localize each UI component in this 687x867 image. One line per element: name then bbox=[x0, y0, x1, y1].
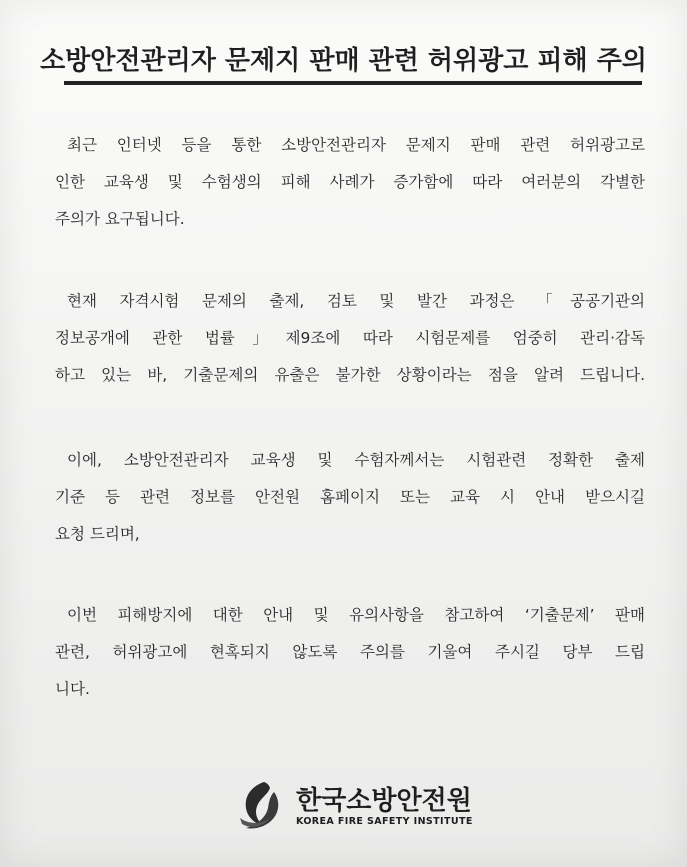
notice-title: 소방안전관리자 문제지 판매 관련 허위광고 피해 주의 bbox=[40, 46, 647, 76]
title-underline bbox=[64, 81, 642, 85]
text-line: 기준 등 관련 정보를 안전원 홈페이지 또는 교육 시 안내 받으시길 bbox=[55, 488, 645, 506]
organization-name: 한국소방안전원 bbox=[296, 786, 472, 816]
paragraph-2 bbox=[55, 283, 645, 394]
text-line: 정보공개에 관한 법률」제9조에 따라 시험문제를 엄중히 관리·감독 bbox=[55, 329, 645, 347]
organization-logo bbox=[234, 778, 494, 834]
organization-name-english: KOREA FIRE SAFETY INSTITUTE bbox=[296, 816, 473, 827]
text-line: 인한 교육생 및 수험생의 피해 사례가 증가함에 따라 여러분의 각별한 bbox=[55, 173, 645, 191]
paragraph-4 bbox=[55, 597, 645, 708]
flame-swirl-logo-icon bbox=[234, 778, 290, 834]
text-line: 요청 드리며, bbox=[55, 525, 140, 543]
text-line: 하고 있는 바, 기출문제의 유출은 불가한 상황이라는 점을 알려 드립니다. bbox=[55, 366, 645, 384]
text-line: 이번 피해방지에 대한 안내 및 유의사항을 참고하여 ‘기출문제’ 판매 bbox=[67, 606, 645, 624]
text-line: 최근 인터넷 등을 통한 소방안전관리자 문제지 판매 관련 허위광고로 bbox=[67, 136, 645, 154]
text-line: 이에, 소방안전관리자 교육생 및 수험자께서는 시험관련 정확한 출제 bbox=[67, 451, 645, 469]
text-line: 현재 자격시험 문제의 출제, 검토 및 발간 과정은 「공공기관의 bbox=[67, 292, 645, 310]
text-line: 니다. bbox=[55, 680, 90, 698]
paragraph-3 bbox=[55, 442, 645, 553]
text-line: 주의가 요구됩니다. bbox=[55, 210, 185, 228]
text-line: 관련, 허위광고에 현혹되지 않도록 주의를 기울여 주시길 당부 드립 bbox=[55, 643, 645, 661]
paragraph-1 bbox=[55, 127, 645, 238]
